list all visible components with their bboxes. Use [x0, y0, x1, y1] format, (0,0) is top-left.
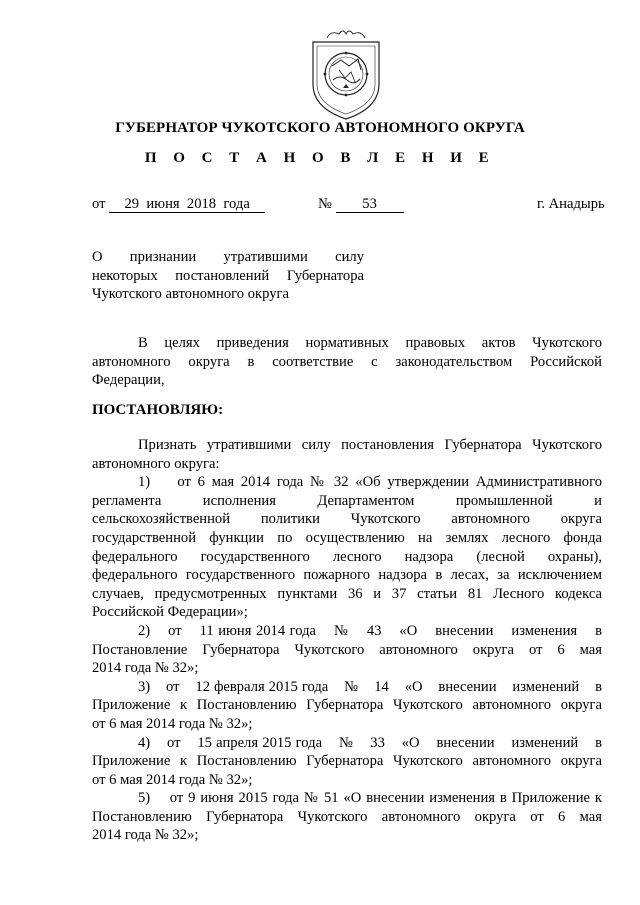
document-subject	[92, 248, 364, 304]
item-line: 1) от 6 мая 2014 года № 32 «Об утверждении Административного	[138, 474, 602, 491]
list-item	[92, 734, 602, 790]
document-type: П О С Т А Н О В Л Е Н И Е	[144, 150, 496, 166]
item-line: Постановление Губернатора Чукотского автономного округа от 6 мая	[92, 641, 602, 658]
number-field	[318, 196, 404, 213]
item-line: регламента исполнения Департаментом промышленной и	[92, 492, 602, 509]
item-line: от 6 мая 2014 года № 32»;	[92, 771, 253, 788]
preamble-line: В целях приведения нормативных правовых актов Чукотского	[138, 335, 602, 351]
list-item	[92, 789, 602, 845]
resolve-heading: ПОСТАНОВЛЯЮ:	[92, 402, 224, 418]
preamble	[92, 334, 602, 390]
number-value: 53	[336, 197, 404, 213]
intro-line: Признать утратившими силу постановления Губернатора Чукотского	[138, 437, 602, 453]
decree-body	[92, 436, 602, 845]
date-field	[92, 196, 265, 213]
list-item	[92, 622, 602, 678]
item-line: случаев, предусмотренных пунктами 36 и 37 статьи 81 Лесного кодекса	[92, 585, 602, 602]
list-item	[92, 473, 602, 622]
item-line: Приложение к Постановлению Губернатора Чукотского автономного округа	[92, 753, 602, 770]
date-prefix: от	[92, 196, 106, 212]
city: г. Анадырь	[537, 196, 605, 212]
item-line: Приложение к Постановлению Губернатора Чукотского автономного округа	[92, 697, 602, 714]
item-line: Постановлению Губернатора Чукотского автономного округа от 6 мая	[92, 808, 602, 825]
intro-line: автономного округа:	[92, 455, 220, 472]
item-line: 2014 года № 32»;	[92, 827, 199, 844]
item-line: Российской Федерации»;	[92, 604, 248, 621]
item-line: сельскохозяйственной политики Чукотского автономного округа	[92, 511, 602, 528]
chukotka-coat-of-arms-icon	[303, 26, 389, 122]
subject-line: О признании утратившими силу	[92, 249, 364, 265]
list-item	[92, 678, 602, 734]
preamble-line: автономного округа в соответствие с законодательством Российской	[92, 353, 602, 370]
item-line: федерального государственного лесного надзора (лесной охраны),	[92, 548, 602, 565]
subject-line: некоторых постановлений Губернатора	[92, 267, 364, 284]
item-line: федерального государственного пожарного надзора в лесах, за исключением	[92, 567, 602, 584]
item-line: 4) от 15 апреля 2015 года № 33 «О внесении изменений в	[138, 734, 602, 751]
number-prefix: №	[318, 196, 332, 212]
item-line: 5) от 9 июня 2015 года № 51 «О внесении изменения в Приложение к	[138, 790, 602, 807]
item-line: 3) от 12 февраля 2015 года № 14 «О внесении изменений в	[138, 678, 602, 695]
item-line: государственной функции по осуществлению на землях лесного фонда	[92, 529, 602, 546]
subject-line: Чукотского автономного округа	[92, 286, 289, 302]
preamble-line: Федерации,	[92, 372, 165, 389]
date-value: 29 июня 2018 года	[109, 197, 265, 213]
item-line: от 6 мая 2014 года № 32»;	[92, 715, 253, 732]
item-line: 2) от 11 июня 2014 года № 43 «О внесении изменения в	[138, 622, 602, 639]
org-title: ГУБЕРНАТОР ЧУКОТСКОГО АВТОНОМНОГО ОКРУГА	[115, 120, 525, 136]
item-line: 2014 года № 32»;	[92, 660, 199, 677]
